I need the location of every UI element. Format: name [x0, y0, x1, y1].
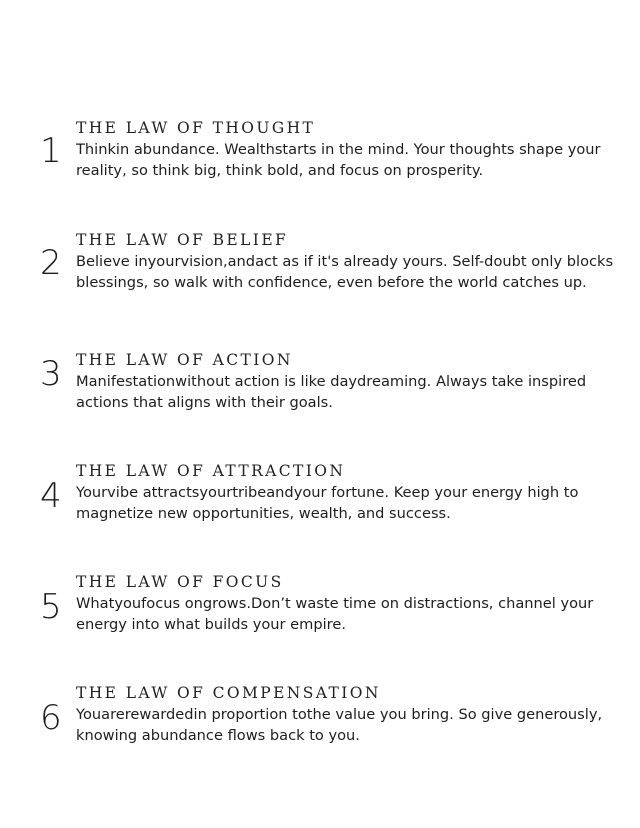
- law-description: Believe inyourvision,andact as if it's already yours. Self-doubt only blocks blessings, so walk with confidence, even before the world catches up.: [76, 253, 614, 291]
- law-description: Manifestationwithout action is like daydreaming. Always take inspired actions that aligns with their goals.: [76, 373, 587, 411]
- law-description: Youarerewardedin proportion tothe value you bring. So give generously, knowing abundance flows back to you.: [76, 706, 603, 744]
- law-title: THE LAW OF ATTRACTION: [76, 462, 346, 480]
- law-number: 3: [40, 354, 62, 394]
- law-title: THE LAW OF THOUGHT: [76, 119, 316, 137]
- law-title: THE LAW OF ACTION: [76, 351, 293, 369]
- law-number: 5: [40, 587, 62, 627]
- law-number: 1: [40, 131, 62, 171]
- law-title: THE LAW OF BELIEF: [76, 231, 289, 249]
- law-number: 4: [40, 476, 62, 516]
- law-title: THE LAW OF COMPENSATION: [76, 684, 381, 702]
- law-description: Whatyoufocus ongrows.Don’t waste time on distractions, channel your energy into what builds your empire.: [76, 595, 594, 633]
- law-description: Thinkin abundance. Wealthstarts in the mind. Your thoughts shape your reality, so think big, think bold, and focus on prosperity.: [76, 141, 601, 179]
- law-title: THE LAW OF FOCUS: [76, 573, 284, 591]
- law-description: Yourvibe attractsyourtribeandyour fortune. Keep your energy high to magnetize new opportunities, wealth, and success.: [76, 484, 579, 522]
- law-number: 2: [40, 243, 62, 283]
- law-number: 6: [40, 698, 62, 738]
